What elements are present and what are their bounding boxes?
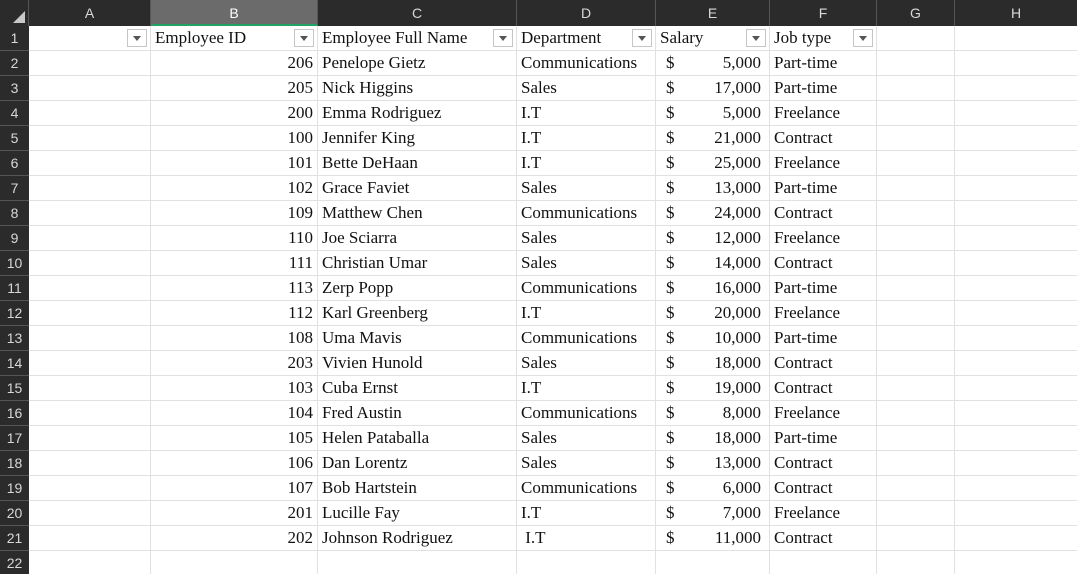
header-label: Job type [774,28,832,47]
cell-employee-id[interactable]: 101 [151,151,318,176]
cell-empty[interactable] [29,226,151,251]
cell-job-type[interactable]: Contract [770,476,877,501]
salary-value: 5,000 [722,53,761,72]
cell-empty[interactable] [877,276,955,301]
cell-employee-id[interactable]: 100 [151,126,318,151]
cell-department[interactable]: Sales [517,226,656,251]
row-header[interactable]: 9 [0,226,29,251]
cell-department[interactable]: Sales [517,426,656,451]
cell-job-type[interactable]: Part-time [770,276,877,301]
cell-full-name[interactable]: Jennifer King [318,126,517,151]
cell-empty[interactable] [29,351,151,376]
cell-full-name[interactable]: Cuba Ernst [318,376,517,401]
cell-job-type[interactable]: Part-time [770,326,877,351]
cell-empty[interactable] [877,401,955,426]
cell-full-name[interactable]: Vivien Hunold [318,351,517,376]
table-row [29,276,1077,301]
cell-empty[interactable] [955,426,1077,451]
cell-empty[interactable] [29,101,151,126]
currency-symbol: $ [666,253,675,272]
currency-symbol: $ [666,478,675,497]
currency-symbol: $ [666,53,675,72]
cell-full-name[interactable]: Grace Faviet [318,176,517,201]
table-header-row [29,26,1077,51]
chevron-down-icon [752,36,760,41]
currency-symbol: $ [666,178,675,197]
cell-employee-id[interactable]: 104 [151,401,318,426]
table-row [29,426,1077,451]
table-row [29,476,1077,501]
salary-value: 12,000 [714,228,761,247]
currency-symbol: $ [666,453,675,472]
currency-symbol: $ [666,303,675,322]
cell-employee-id[interactable]: 109 [151,201,318,226]
column-header-g[interactable]: G [877,0,955,26]
cell-empty[interactable] [29,476,151,501]
cell-empty[interactable] [955,551,1077,574]
cell-full-name[interactable]: Fred Austin [318,401,517,426]
column-header-d[interactable]: D [517,0,656,26]
cell-job-type[interactable]: Contract [770,376,877,401]
currency-symbol: $ [666,103,675,122]
cell-job-type[interactable]: Contract [770,126,877,151]
cell-empty[interactable] [877,301,955,326]
cell-empty[interactable] [877,351,955,376]
salary-value: 19,000 [714,378,761,397]
header-label: Employee ID [155,28,247,47]
cell-department[interactable]: Sales [517,76,656,101]
cell-salary[interactable] [656,101,770,126]
cell-department[interactable]: Sales [517,451,656,476]
cell-employee-id[interactable]: 201 [151,501,318,526]
row-header[interactable]: 13 [0,326,29,351]
cell-empty[interactable] [955,176,1077,201]
cell-empty[interactable] [29,51,151,76]
cell-salary[interactable] [656,526,770,551]
cell-empty[interactable] [877,326,955,351]
chevron-down-icon [133,36,141,41]
cell-empty[interactable] [877,526,955,551]
cell-salary[interactable] [656,351,770,376]
cell-salary[interactable] [656,376,770,401]
cell-empty[interactable] [877,451,955,476]
cell-full-name[interactable]: Zerp Popp [318,276,517,301]
header-full-name[interactable] [318,26,517,51]
cell-job-type[interactable]: Contract [770,451,877,476]
cell-empty[interactable] [955,226,1077,251]
currency-symbol: $ [666,203,675,222]
cell-empty[interactable] [955,126,1077,151]
row-header[interactable]: 1 [0,26,29,51]
currency-symbol: $ [666,78,675,97]
cell-full-name[interactable]: Joe Sciarra [318,226,517,251]
row-header[interactable]: 17 [0,426,29,451]
cell-salary[interactable] [656,51,770,76]
cell-empty[interactable] [29,276,151,301]
salary-value: 13,000 [714,178,761,197]
cell-employee-id[interactable]: 203 [151,351,318,376]
cell-empty[interactable] [955,501,1077,526]
cell-employee-id[interactable]: 206 [151,51,318,76]
filter-dropdown-button[interactable] [853,29,873,47]
cell-empty[interactable] [29,401,151,426]
cell-department[interactable]: I.T [517,501,656,526]
chevron-down-icon [859,36,867,41]
row-header[interactable]: 4 [0,101,29,126]
cell-empty[interactable] [877,551,955,574]
table-row [29,301,1077,326]
row-header[interactable]: 20 [0,501,29,526]
header-employee-id[interactable] [151,26,318,51]
currency-symbol: $ [666,528,675,547]
cell-empty[interactable] [955,51,1077,76]
cell-empty[interactable] [955,101,1077,126]
cell-salary[interactable] [656,426,770,451]
column-header-e[interactable]: E [656,0,770,26]
table-row [29,451,1077,476]
currency-symbol: $ [666,228,675,247]
cell-empty[interactable] [29,376,151,401]
table-row [29,326,1077,351]
cell-job-type[interactable]: Freelance [770,401,877,426]
cell-empty[interactable] [877,101,955,126]
cell-department[interactable]: Communications [517,401,656,426]
header-salary[interactable] [656,26,770,51]
cell-employee-id[interactable]: 106 [151,451,318,476]
currency-symbol: $ [666,403,675,422]
currency-symbol: $ [666,153,675,172]
cell-salary[interactable] [656,201,770,226]
cell-department[interactable]: I.T [517,376,656,401]
salary-value: 14,000 [714,253,761,272]
row-header[interactable]: 21 [0,526,29,551]
cell-employee-id[interactable]: 112 [151,301,318,326]
column-header-f[interactable]: F [770,0,877,26]
currency-symbol: $ [666,503,675,522]
chevron-down-icon [638,36,646,41]
cell-salary[interactable] [656,151,770,176]
cell-salary[interactable] [656,451,770,476]
salary-value: 20,000 [714,303,761,322]
cell-empty[interactable] [29,526,151,551]
table-row [29,551,1077,574]
cell-full-name[interactable]: Lucille Fay [318,501,517,526]
cell-empty[interactable] [955,526,1077,551]
row-header[interactable]: 18 [0,451,29,476]
table-row [29,376,1077,401]
cell-empty[interactable] [955,251,1077,276]
salary-value: 17,000 [714,78,761,97]
cell-empty[interactable] [955,376,1077,401]
cell-full-name[interactable]: Johnson Rodriguez [318,526,517,551]
filter-dropdown-button[interactable] [632,29,652,47]
cell-job-type[interactable]: Freelance [770,301,877,326]
currency-symbol: $ [666,328,675,347]
cell-empty[interactable] [877,201,955,226]
cell-empty[interactable] [955,326,1077,351]
table-row [29,226,1077,251]
row-header[interactable]: 8 [0,201,29,226]
cell-job-type[interactable]: Part-time [770,176,877,201]
cell-job-type[interactable]: Freelance [770,151,877,176]
cell-empty[interactable] [877,226,955,251]
cell-full-name[interactable]: Emma Rodriguez [318,101,517,126]
cell-full-name[interactable]: Nick Higgins [318,76,517,101]
cell-empty[interactable] [29,151,151,176]
cell-empty[interactable] [877,76,955,101]
cell-department[interactable]: I.T [517,126,656,151]
cell-department[interactable]: Communications [517,201,656,226]
salary-value: 10,000 [714,328,761,347]
table-row [29,76,1077,101]
table-row [29,151,1077,176]
cell-a1[interactable] [29,26,151,51]
chevron-down-icon [499,36,507,41]
cell-salary[interactable] [656,126,770,151]
cell-job-type[interactable]: Contract [770,526,877,551]
cell-empty[interactable] [955,201,1077,226]
table-row [29,201,1077,226]
table-row [29,101,1077,126]
cell-full-name[interactable]: Penelope Gietz [318,51,517,76]
cell-empty[interactable] [955,151,1077,176]
cell-empty[interactable] [955,476,1077,501]
cell-empty[interactable] [517,551,656,574]
cell-salary[interactable] [656,226,770,251]
row-header[interactable]: 2 [0,51,29,76]
cell-empty[interactable] [955,76,1077,101]
cell-empty[interactable] [877,476,955,501]
cell-empty[interactable] [877,51,955,76]
cell-department[interactable]: Sales [517,251,656,276]
cell-salary[interactable] [656,176,770,201]
table-row [29,401,1077,426]
currency-symbol: $ [666,128,675,147]
cell-empty[interactable] [29,551,151,574]
cell-empty[interactable] [877,126,955,151]
cell-empty[interactable] [770,551,877,574]
cell-h1[interactable] [955,26,1077,51]
cell-salary[interactable] [656,326,770,351]
cell-empty[interactable] [29,251,151,276]
cell-job-type[interactable]: Contract [770,351,877,376]
cell-empty[interactable] [29,451,151,476]
cell-empty[interactable] [29,426,151,451]
currency-symbol: $ [666,378,675,397]
cell-empty[interactable] [877,376,955,401]
cell-empty[interactable] [29,176,151,201]
cell-full-name[interactable]: Bette DeHaan [318,151,517,176]
salary-value: 7,000 [722,503,761,522]
row-header[interactable]: 15 [0,376,29,401]
cell-empty[interactable] [877,151,955,176]
cell-employee-id[interactable]: 205 [151,76,318,101]
currency-symbol: $ [666,353,675,372]
cell-employee-id[interactable]: 113 [151,276,318,301]
filter-dropdown-button[interactable] [746,29,766,47]
cell-empty[interactable] [955,451,1077,476]
cell-department[interactable]: Communications [517,326,656,351]
table-row [29,526,1077,551]
cell-empty[interactable] [877,426,955,451]
cell-department[interactable]: I.T [517,526,656,551]
cell-full-name[interactable]: Matthew Chen [318,201,517,226]
cell-salary[interactable] [656,401,770,426]
row-header[interactable]: 16 [0,401,29,426]
salary-value: 16,000 [714,278,761,297]
cell-employee-id[interactable]: 102 [151,176,318,201]
cell-employee-id[interactable]: 108 [151,326,318,351]
table-row [29,176,1077,201]
cell-empty[interactable] [29,326,151,351]
cell-full-name[interactable]: Dan Lorentz [318,451,517,476]
cell-job-type[interactable]: Freelance [770,226,877,251]
cell-employee-id[interactable]: 103 [151,376,318,401]
cell-job-type[interactable]: Part-time [770,426,877,451]
header-department[interactable] [517,26,656,51]
row-header[interactable]: 6 [0,151,29,176]
table-row [29,126,1077,151]
salary-value: 25,000 [714,153,761,172]
cell-job-type[interactable]: Freelance [770,501,877,526]
cell-g1[interactable] [877,26,955,51]
cell-department[interactable]: Communications [517,51,656,76]
cell-job-type[interactable]: Freelance [770,101,877,126]
cell-empty[interactable] [151,551,318,574]
cell-full-name[interactable]: Christian Umar [318,251,517,276]
cell-empty[interactable] [29,76,151,101]
cell-job-type[interactable]: Part-time [770,51,877,76]
column-header-h[interactable]: H [1010,5,1022,21]
cell-department[interactable]: Sales [517,176,656,201]
cell-full-name[interactable]: Uma Mavis [318,326,517,351]
cell-empty[interactable] [955,401,1077,426]
table-row [29,501,1077,526]
cell-full-name[interactable]: Bob Hartstein [318,476,517,501]
row-header[interactable]: 7 [0,176,29,201]
cell-employee-id[interactable]: 111 [151,251,318,276]
salary-value: 18,000 [714,353,761,372]
cell-empty[interactable] [656,551,770,574]
select-all-button[interactable] [0,0,29,26]
header-label: Department [521,28,602,47]
cell-salary[interactable] [656,251,770,276]
cell-department[interactable]: Sales [517,351,656,376]
header-label: Salary [660,28,704,47]
cell-salary[interactable] [656,276,770,301]
salary-value: 18,000 [714,428,761,447]
cell-salary[interactable] [656,76,770,101]
cell-empty[interactable] [29,201,151,226]
cell-department[interactable]: I.T [517,101,656,126]
filter-dropdown-button[interactable] [127,29,147,47]
cell-job-type[interactable]: Contract [770,201,877,226]
row-header[interactable]: 12 [0,301,29,326]
cell-empty[interactable] [955,301,1077,326]
cell-empty[interactable] [29,301,151,326]
salary-value: 8,000 [722,403,761,422]
cell-empty[interactable] [877,251,955,276]
cell-empty[interactable] [877,176,955,201]
cell-department[interactable]: Communications [517,276,656,301]
cell-salary[interactable] [656,476,770,501]
cell-empty[interactable] [318,551,517,574]
cell-department[interactable]: I.T [517,151,656,176]
salary-value: 5,000 [722,103,761,122]
cell-full-name[interactable]: Karl Greenberg [318,301,517,326]
salary-value: 13,000 [714,453,761,472]
column-header-b[interactable]: B [151,0,318,26]
cell-empty[interactable] [955,351,1077,376]
cell-empty[interactable] [955,276,1077,301]
cell-employee-id[interactable]: 110 [151,226,318,251]
currency-symbol: $ [666,278,675,297]
cell-salary[interactable] [656,301,770,326]
header-label: Employee Full Name [322,28,468,47]
header-job-type[interactable] [770,26,877,51]
cell-full-name[interactable]: Helen Pataballa [318,426,517,451]
row-header[interactable]: 11 [0,276,29,301]
cell-employee-id[interactable]: 105 [151,426,318,451]
table-row [29,51,1077,76]
table-row [29,251,1077,276]
salary-value: 11,000 [714,528,761,547]
cell-empty[interactable] [877,501,955,526]
cell-employee-id[interactable]: 202 [151,526,318,551]
row-header[interactable]: 5 [0,126,29,151]
column-header-a[interactable]: A [29,0,151,26]
salary-value: 21,000 [714,128,761,147]
cell-empty[interactable] [29,126,151,151]
currency-symbol: $ [666,428,675,447]
table-row [29,351,1077,376]
row-header[interactable]: 22 [0,551,29,574]
row-header[interactable]: 3 [0,76,29,101]
row-header[interactable]: 14 [0,351,29,376]
filter-dropdown-button[interactable] [294,29,314,47]
row-header[interactable]: 19 [0,476,29,501]
salary-value: 24,000 [714,203,761,222]
cell-department[interactable]: I.T [517,301,656,326]
cell-employee-id[interactable]: 107 [151,476,318,501]
filter-dropdown-button[interactable] [493,29,513,47]
cell-salary[interactable] [656,501,770,526]
cell-employee-id[interactable]: 200 [151,101,318,126]
column-header-c[interactable]: C [318,0,517,26]
select-all-icon [13,11,25,23]
cell-job-type[interactable]: Part-time [770,76,877,101]
chevron-down-icon [300,36,308,41]
row-header[interactable]: 10 [0,251,29,276]
cell-department[interactable]: Communications [517,476,656,501]
cell-job-type[interactable]: Contract [770,251,877,276]
cell-empty[interactable] [29,501,151,526]
salary-value: 6,000 [722,478,761,497]
